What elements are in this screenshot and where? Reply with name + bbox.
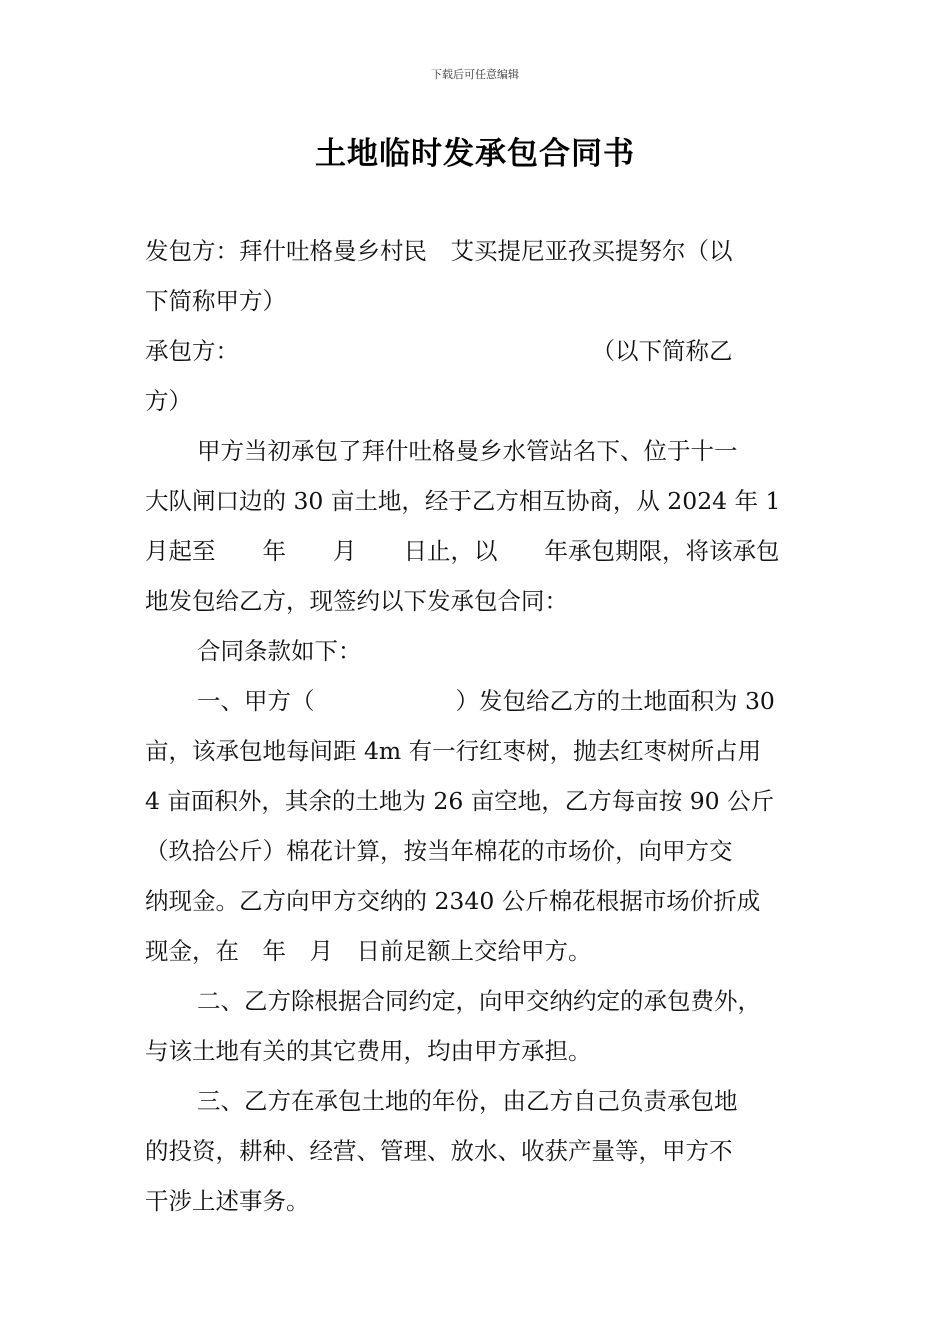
preamble-line-4: 地发包给乙方，现签约以下发承包合同：: [145, 587, 568, 615]
clause-3-line-3: 干涉上述事务。: [145, 1187, 310, 1215]
party-a-line-1: 发包方：拜什吐格曼乡村民 艾买提尼亚孜买提努尔（以: [145, 237, 733, 265]
preamble-line-1: 甲方当初承包了拜什吐格曼乡水管站名下、位于十一: [197, 437, 738, 465]
preamble-line-3: 月起至 年 月 日止，以 年承包期限，将该承包: [145, 537, 780, 565]
party-b-line-1: 承包方： （以下简称乙: [145, 337, 733, 365]
party-a-line-2: 下简称甲方）: [145, 287, 286, 315]
document-title: 土地临时发承包合同书: [315, 136, 635, 172]
clause-1-line-3: 4 亩面积外，其余的土地为 26 亩空地，乙方每亩按 90 公斤: [145, 787, 775, 815]
preamble-line-2: 大队闸口边的 30 亩土地，经于乙方相互协商，从 2024 年 1: [145, 487, 781, 515]
clause-1-line-4: （玖拾公斤）棉花计算，按当年棉花的市场价，向甲方交: [145, 837, 733, 865]
clause-1-line-1: 一、甲方（ ）发包给乙方的土地面积为 30: [197, 687, 775, 715]
clause-2-line-1: 二、乙方除根据合同约定，向甲交纳约定的承包费外，: [197, 987, 761, 1015]
clause-1-line-5: 纳现金。乙方向甲方交纳的 2340 公斤棉花根据市场价折成: [145, 887, 761, 915]
clause-1-line-2: 亩，该承包地每间距 4m 有一行红枣树，抛去红枣树所占用: [145, 737, 762, 765]
clause-3-line-1: 三、乙方在承包土地的年份，由乙方自己负责承包地: [197, 1087, 738, 1115]
document-body: [145, 226, 813, 1226]
page-header-note: 下载后可任意编辑: [431, 68, 519, 81]
party-b-line-2: 方）: [145, 387, 192, 415]
clause-3-line-2: 的投资，耕种、经营、管理、放水、收获产量等，甲方不: [145, 1137, 733, 1165]
clauses-heading: 合同条款如下：: [197, 637, 362, 665]
clause-1-line-6: 现金，在 年 月 日前足额上交给甲方。: [145, 937, 592, 965]
clause-2-line-2: 与该土地有关的其它费用，均由甲方承担。: [145, 1037, 592, 1065]
